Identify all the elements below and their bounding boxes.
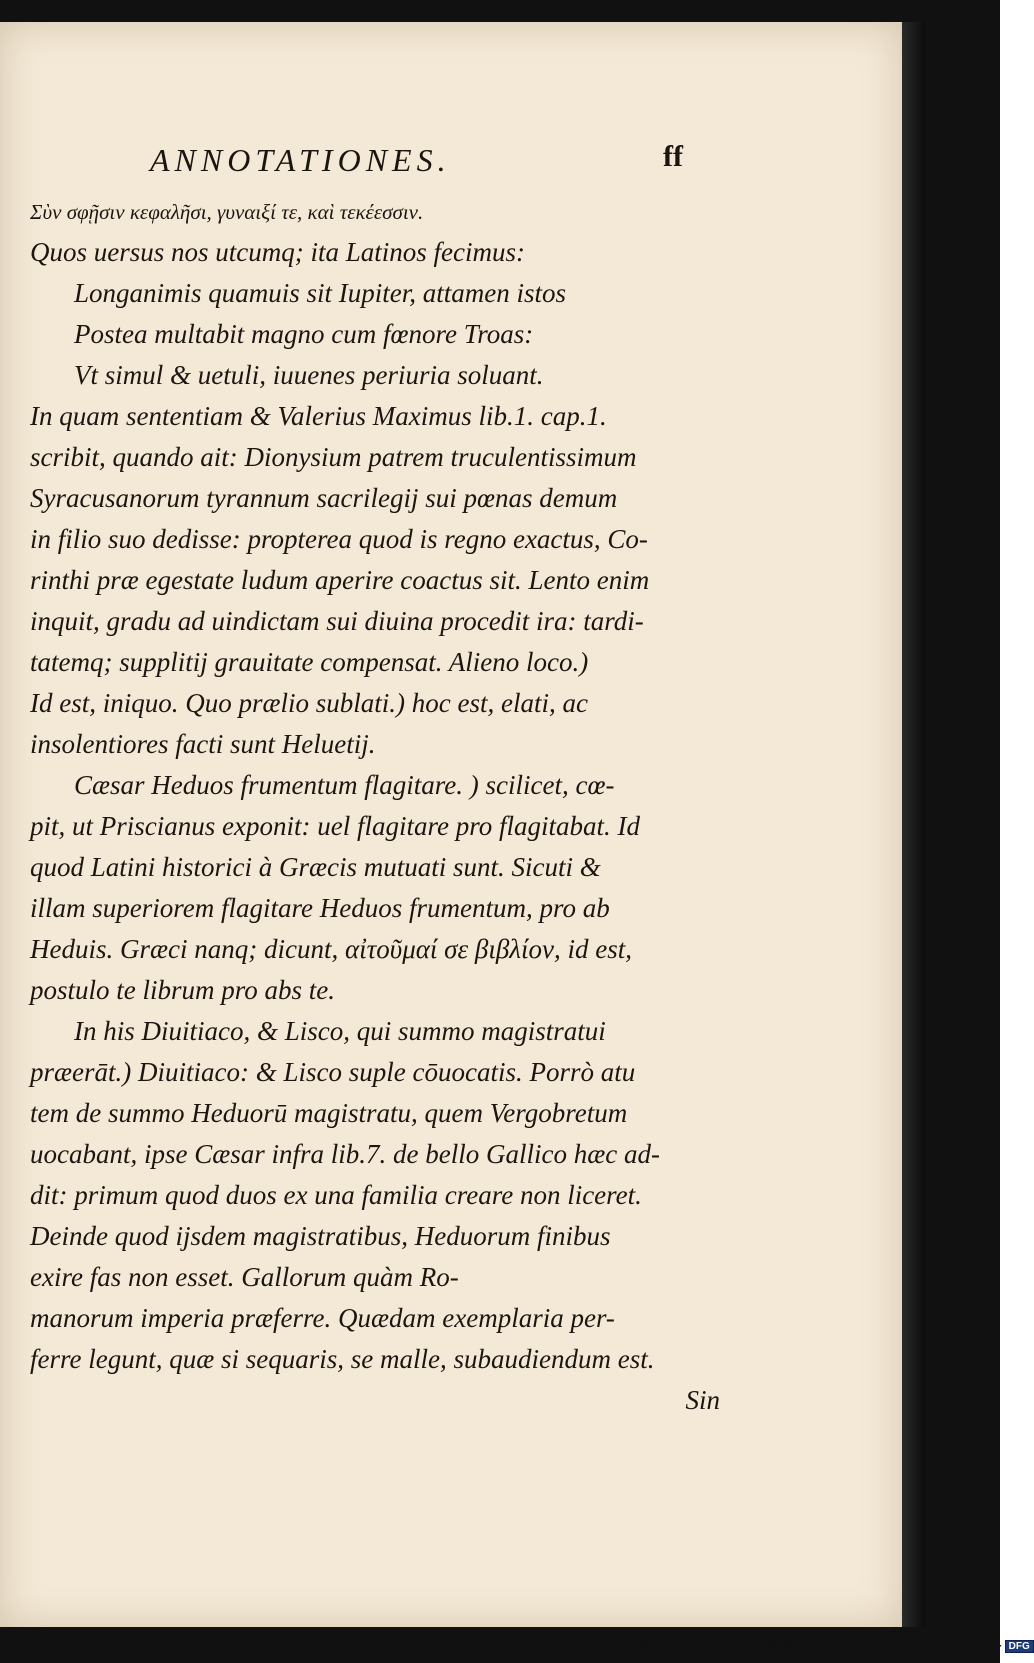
text-line: postulo te librum pro abs te. — [30, 975, 336, 1005]
scanned-page — [0, 22, 902, 1627]
text-line: Longanimis quamuis sit Iupiter, attamen istos — [74, 278, 567, 308]
text-line: Deinde quod ijsdem magistratibus, Heduorum finibus — [30, 1221, 611, 1251]
text-line: Sin — [685, 1385, 720, 1415]
text-line: illam superiorem flagitare Heduos frumentum, pro ab — [30, 893, 610, 923]
text-line: scribit, quando ait: Dionysium patrem truculentissimum — [30, 442, 637, 472]
text-line: In his Diuitiaco, & Lisco, qui summo magistratui — [74, 1016, 606, 1046]
text-line: manorum imperia præferre. Quædam exemplaria per- — [30, 1303, 615, 1333]
text-line: insolentiores facti sunt Heluetij. — [30, 729, 376, 759]
text-line: dit: primum quod duos ex una familia creare non liceret. — [30, 1180, 642, 1210]
text-line: in filio suo dedisse: propterea quod is regno exactus, Co- — [30, 524, 648, 554]
running-head: ANNOTATIONES. — [150, 142, 451, 178]
footer-credit — [608, 1640, 1034, 1653]
text-line: In quam sententiam & Valerius Maximus lib.1. cap.1. — [30, 401, 607, 431]
text-line: pit, ut Priscianus exponit: uel flagitare pro flagitabat. Id — [30, 811, 640, 841]
text-line: uocabant, ipse Cæsar infra lib.7. de bello Gallico hæc ad- — [30, 1139, 660, 1169]
text-line: rinthi præ egestate ludum aperire coactus sit. Lento enim — [30, 565, 650, 595]
text-line: Cæsar Heduos frumentum flagitare. ) scilicet, cœ- — [74, 770, 615, 800]
text-line: exire fas non esset. Gallorum quàm Ro- — [30, 1262, 459, 1292]
dfg-logo: DFG — [1005, 1640, 1034, 1653]
text-block — [30, 192, 730, 1421]
folio-number: ff — [663, 140, 683, 173]
text-line: ferre legunt, quæ si sequaris, se malle, subaudiendum est. — [30, 1344, 655, 1374]
text-line: tem de summo Heduorū magistratu, quem Vergobretum — [30, 1098, 628, 1128]
text-line: Syracusanorum tyrannum sacrilegij sui pœnas demum — [30, 483, 618, 513]
text-line: quod Latini historici à Græcis mutuati sunt. Sicuti & — [30, 852, 601, 882]
text-line: præerāt.) Diuitiaco: & Lisco suple cōuocatis. Porrò atu — [30, 1057, 636, 1087]
page-edge — [902, 22, 925, 1627]
text-line: Quos uersus nos utcumq; ita Latinos fecimus: — [30, 237, 525, 267]
text-line: tatemq; supplitij grauitate compensat. Alieno loco.) — [30, 647, 589, 677]
text-line: inquit, gradu ad uindictam sui diuina procedit ira: tardi- — [30, 606, 644, 636]
text-line: Postea multabit magno cum fœnore Troas: — [74, 319, 534, 349]
footer-credit-text: Digitalisierung gefördert durch die Deutsche Forschungsgemeinschaft - — [608, 1640, 1002, 1652]
text-line: Id est, iniquo. Quo prælio sublati.) hoc est, elati, ac — [30, 688, 588, 718]
text-line: Σὺν σφῇσιν κεφαλῆσι, γυναιξί τε, καὶ τεκέεσσιν. — [30, 200, 424, 224]
text-line: Heduis. Græci nanq; dicunt, αἰτοῦμαί σε βιβλίον, id est, — [30, 934, 632, 964]
text-line: Vt simul & uetuli, iuuenes periuria soluant. — [74, 360, 544, 390]
